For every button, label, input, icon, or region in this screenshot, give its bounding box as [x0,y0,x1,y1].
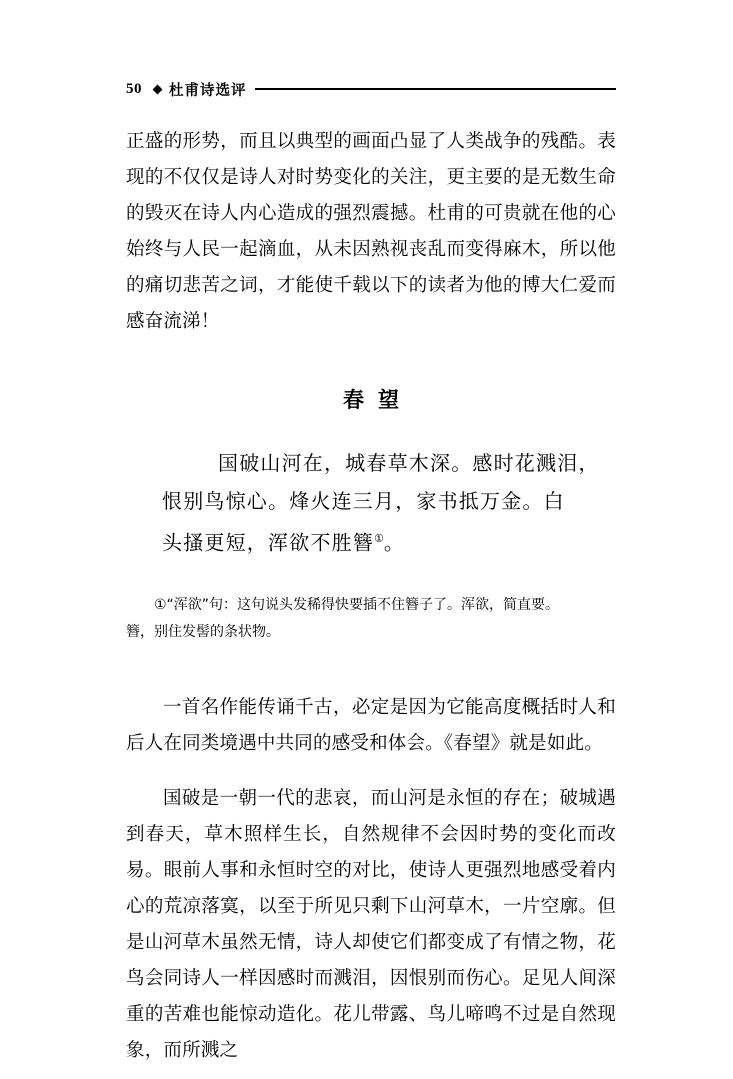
commentary-paragraph-2: 国破是一朝一代的悲哀，而山河是永恒的存在；破城遇到春天，草木照样生长，自然规律不会因时势的变化而改易。眼前人事和永恒时空的对比，使诗人更强烈地感受着内心的荒凉落寞，以至于所见只剩下山河草木，一片空廓。但是山河草木虽然无情，诗人却使它们都变成了有情之物，花鸟会同诗人一样因感时而溅泪，因恨别而伤心。足见人间深重的苦难也能惊动造化。花儿带露、鸟儿啼鸣不过是自然现象，而所溅之 [126,787,616,1061]
poem-line-end: 。 [383,530,406,555]
poem-line-with-note [162,520,608,562]
page-content [126,76,616,1079]
footnote-block [126,592,616,646]
running-head [126,76,616,102]
book-title: 杜甫诗选评 [169,82,247,99]
section-spacer [126,646,616,672]
poem-line-text: 头搔更短，浑欲不胜簪 [162,530,374,555]
header-rule [255,88,617,90]
footnote-line-1: ①“浑欲”句：这句说头发稀得快要插不住簪子了。浑欲，简直要。 [154,596,560,613]
diamond-icon [153,84,163,94]
poem-title: 春望 [343,388,413,412]
paragraph-continued: 正盛的形势，而且以典型的画面凸显了人类战争的残酷。表现的不仅仅是诗人对时势变化的关注，更主要的是无数生命的毁灭在诗人内心造成的强烈震撼。杜甫的可贵就在他的心始终与人民一起滴血，从未因熟视丧乱而变得麻木，所以他的痛切悲苦之词，才能使千载以下的读者为他的博大仁爱而感奋流涕！ [126,131,616,332]
footnote-line-2: 簪，别住发髻的条状物。 [126,623,280,640]
commentary-paragraph-1: 一首名作能传诵千古，必定是因为它能高度概括时人和后人在同类境遇中共同的感受和体会。《春望》就是如此。 [126,697,616,755]
page-number: 50 [126,80,142,97]
footnote-marker: ① [374,532,384,545]
poem-line: 国破山河在，城春草木深。感时花溅泪， [218,451,600,475]
poem-body [126,444,616,562]
poem-line: 恨别鸟惊心。烽火连三月，家书抵万金。白 [162,489,565,513]
